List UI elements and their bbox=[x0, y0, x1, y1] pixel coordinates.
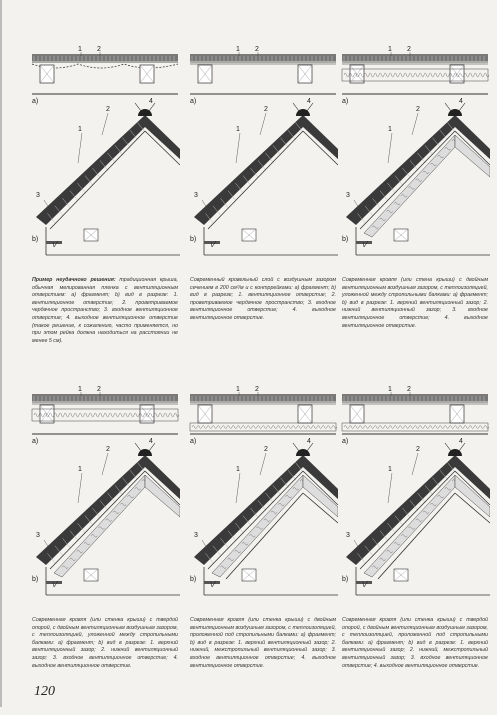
fragment-view bbox=[32, 395, 179, 434]
figure-caption bbox=[342, 617, 488, 670]
label-3: 3 bbox=[194, 192, 198, 199]
label-2-section: 2 bbox=[416, 446, 420, 453]
caption-text: Современная кровля (или стена крыши) с двойным вентиляционным воздушным зазором, с теплоизоляцией, уложенной между стропильными балками: а) фрагмент; b) вид в разрезе: 1. верхний вентиляционный зазор; 2. нижний вентиляционный зазор; 3. входное вентиляционное отверстие; 4. выходное вентиляционное отверстие. bbox=[342, 277, 488, 329]
label-b: b) bbox=[342, 236, 349, 243]
fragment-view bbox=[342, 55, 489, 94]
label-2-section: 2 bbox=[264, 106, 268, 113]
label-a: a) bbox=[342, 98, 349, 105]
label-a: a) bbox=[190, 438, 197, 445]
figure-2 bbox=[188, 45, 338, 375]
section-view bbox=[194, 443, 338, 595]
label-1-section: 1 bbox=[236, 466, 240, 473]
label-1-top: 1 bbox=[236, 46, 240, 53]
label-2-top: 2 bbox=[407, 386, 411, 393]
caption-lead: Пример неудачного решения: bbox=[32, 277, 116, 283]
caption-text: традиционная крыша, обычная мелированная пленка с вентиляционным отверстием: а) фрагмент; b) вид в разрезе: 1. вентиляционное отверстие; 2. проветриваемое чердачное пространство; 3. входное вентиляционное отверстие; 4. выходное вентиляционное отверстие (такое решение, к сожалению, часто применяется, но при этом рейка должна находиться на расстоянии не менее 5 см). bbox=[32, 277, 178, 344]
roof-diagram-4 bbox=[30, 385, 180, 615]
figure-1 bbox=[30, 45, 180, 375]
page-edge-shadow bbox=[0, 0, 2, 707]
label-4: 4 bbox=[307, 438, 311, 445]
label-3: 3 bbox=[346, 532, 350, 539]
label-1-section: 1 bbox=[388, 126, 392, 133]
label-2-top: 2 bbox=[97, 386, 101, 393]
caption-text: Современная кровля (или стенка крыши) с двойным вентиляционным воздушным зазором, с теплоизоляцией, проложенной под стропильными балками: а) фрагмент; b) вид в разрезе: 1. верхний вентиляционный зазор; 2. нижний, межстропильный вентиляционный зазор; 3. входное вентиляционное отверстие; 4. выходное вентиляционное отверстие. bbox=[190, 617, 336, 669]
label-1-top: 1 bbox=[78, 386, 82, 393]
roof-diagram-1 bbox=[30, 45, 180, 275]
label-1-top: 1 bbox=[388, 46, 392, 53]
figure-5 bbox=[188, 385, 338, 715]
figure-caption bbox=[190, 277, 336, 323]
label-4: 4 bbox=[307, 98, 311, 105]
label-2-top: 2 bbox=[255, 386, 259, 393]
figure-6 bbox=[340, 385, 490, 715]
label-1-section: 1 bbox=[236, 126, 240, 133]
figure-caption bbox=[190, 617, 336, 670]
label-3: 3 bbox=[346, 192, 350, 199]
label-b: b) bbox=[32, 236, 39, 243]
caption-text: Современный кровельный слой с воздушным зазором сечением в 200 см²/м и с контррейками: а) фрагмент; b) вид в разрезе; 1. вентиляционное отверстие; 2. проветриваемое чердачное пространство; 3. входное вентиляционное отверстие; 4. выходное вентиляционное отверстие. bbox=[190, 277, 336, 321]
caption-text: Современная кровля (или стенка крыши) с твердой опорой, с двойным вентиляционным воздушным зазором, с теплоизоляцией, уложенной между стропильными балками: а) фрагмент; b) вид в разрезе: 1. верхний вентиляционный зазор; 2. нижний вентиляционный зазор; 3. входное вентиляционное отверстие; 4. выходное вентиляционное отверстие. bbox=[32, 617, 178, 669]
roof-diagram-5 bbox=[188, 385, 338, 615]
label-1-top: 1 bbox=[78, 46, 82, 53]
caption-text: Современная кровля (или стенка крыши) с твердой опорой, с двойным вентиляционным воздушным зазором, с теплоизоляцией, проложенной под стропильными балками: а) фрагмент; b) вид в разрезе: 1. верхний вентиляционный зазор; 2. нижний, межстропильный вентиляционный зазор; 3. входное вентиляционное отверстие; 4. выходное вентиляционное отверстие. bbox=[342, 617, 488, 669]
label-3: 3 bbox=[36, 192, 40, 199]
label-a: a) bbox=[190, 98, 197, 105]
label-2-top: 2 bbox=[255, 46, 259, 53]
label-4: 4 bbox=[459, 438, 463, 445]
roof-diagram-2 bbox=[188, 45, 338, 275]
figure-caption bbox=[32, 617, 178, 670]
label-1-top: 1 bbox=[236, 386, 240, 393]
fragment-view bbox=[32, 55, 178, 94]
fragment-view bbox=[190, 55, 336, 94]
label-a: a) bbox=[32, 98, 39, 105]
page-number: 120 bbox=[34, 684, 55, 699]
label-2-section: 2 bbox=[106, 446, 110, 453]
label-1-section: 1 bbox=[78, 466, 82, 473]
roof-diagram-3 bbox=[340, 45, 490, 275]
label-3: 3 bbox=[36, 532, 40, 539]
label-b: b) bbox=[32, 576, 39, 583]
label-2-top: 2 bbox=[407, 46, 411, 53]
label-a: a) bbox=[32, 438, 39, 445]
section-view bbox=[36, 443, 180, 595]
section-view bbox=[346, 103, 490, 255]
figure-3 bbox=[340, 45, 490, 375]
label-2-section: 2 bbox=[264, 446, 268, 453]
figure-caption bbox=[342, 277, 488, 330]
section-view bbox=[194, 103, 338, 255]
label-1-top: 1 bbox=[388, 386, 392, 393]
fragment-view bbox=[190, 395, 337, 434]
label-a: a) bbox=[342, 438, 349, 445]
label-b: b) bbox=[342, 576, 349, 583]
label-2-top: 2 bbox=[97, 46, 101, 53]
label-2-section: 2 bbox=[106, 106, 110, 113]
label-1-section: 1 bbox=[78, 126, 82, 133]
label-4: 4 bbox=[459, 98, 463, 105]
figure-caption bbox=[32, 277, 178, 345]
roof-diagram-6 bbox=[340, 385, 490, 615]
section-view bbox=[36, 103, 180, 255]
figure-4 bbox=[30, 385, 180, 715]
label-b: b) bbox=[190, 236, 197, 243]
section-view bbox=[346, 443, 490, 595]
fragment-view bbox=[342, 395, 489, 434]
label-4: 4 bbox=[149, 438, 153, 445]
label-1-section: 1 bbox=[388, 466, 392, 473]
label-3: 3 bbox=[194, 532, 198, 539]
label-b: b) bbox=[190, 576, 197, 583]
label-4: 4 bbox=[149, 98, 153, 105]
label-2-section: 2 bbox=[416, 106, 420, 113]
